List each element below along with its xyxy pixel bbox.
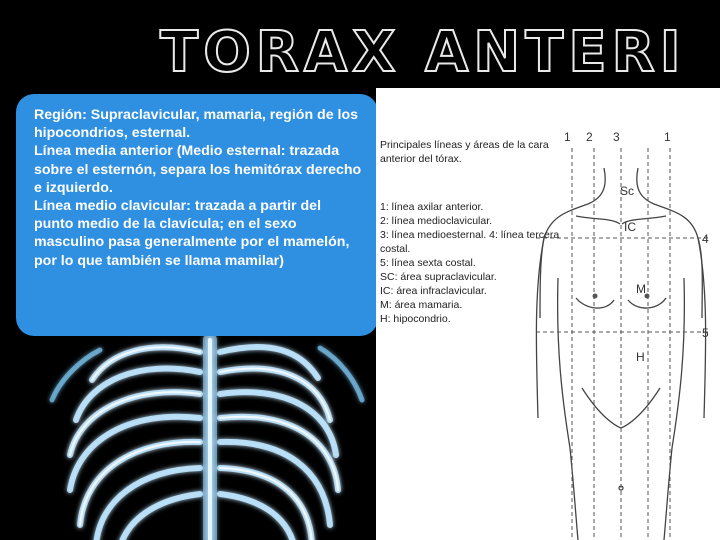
legend-item: IC: área infraclavicular. [380, 285, 487, 297]
diagram-legend [380, 200, 559, 326]
legend-item: 5: línea sexta costal. [380, 257, 476, 269]
area-label-sc: Sc [620, 184, 635, 198]
legend-item: SC: área supraclavicular. [380, 271, 497, 283]
legend-item: 2: línea medioclavicular. [380, 215, 493, 227]
diagram-caption [380, 138, 549, 166]
slide-title [160, 20, 686, 85]
area-label-ic: IC [624, 220, 636, 234]
area-label-h: H [636, 350, 645, 364]
info-paragraph-region: Región: Supraclavicular, mamaria, región de los hipocondrios, esternal. [34, 107, 359, 142]
legend-item: costal. [380, 243, 411, 255]
thorax-diagram [376, 88, 720, 540]
info-box [16, 94, 378, 336]
info-paragraph-midline: Línea media anterior (Medio esternal: trazada sobre el esternón, separa los hemitórax derecho e izquierdo. [34, 143, 362, 196]
line-number-4: 4 [702, 232, 709, 246]
slide-title-text: TORAX ANTERI [160, 20, 686, 85]
line-number-1-right: 1 [664, 130, 671, 144]
legend-item: M: área mamaria. [380, 299, 463, 311]
legend-item: 1: línea axilar anterior. [380, 201, 484, 213]
line-number-5: 5 [702, 326, 709, 340]
line-number-1: 1 [564, 130, 571, 144]
caption-line: Principales líneas y áreas de la cara [380, 139, 549, 151]
legend-item: 3: línea medioesternal. 4: línea tercera [380, 229, 560, 241]
area-label-m: M [636, 282, 646, 296]
info-paragraph-midclavicular: Línea medio clavicular: trazada a partir del punto medio de la clavícula; en el sexo masculino pasa generalmente por el mamelón, por lo que también se llama mamilar) [34, 198, 350, 269]
line-number-2: 2 [586, 130, 593, 144]
legend-item: H: hipocondrio. [380, 313, 451, 325]
line-number-3: 3 [613, 130, 620, 144]
caption-line: anterior del tórax. [380, 153, 462, 165]
